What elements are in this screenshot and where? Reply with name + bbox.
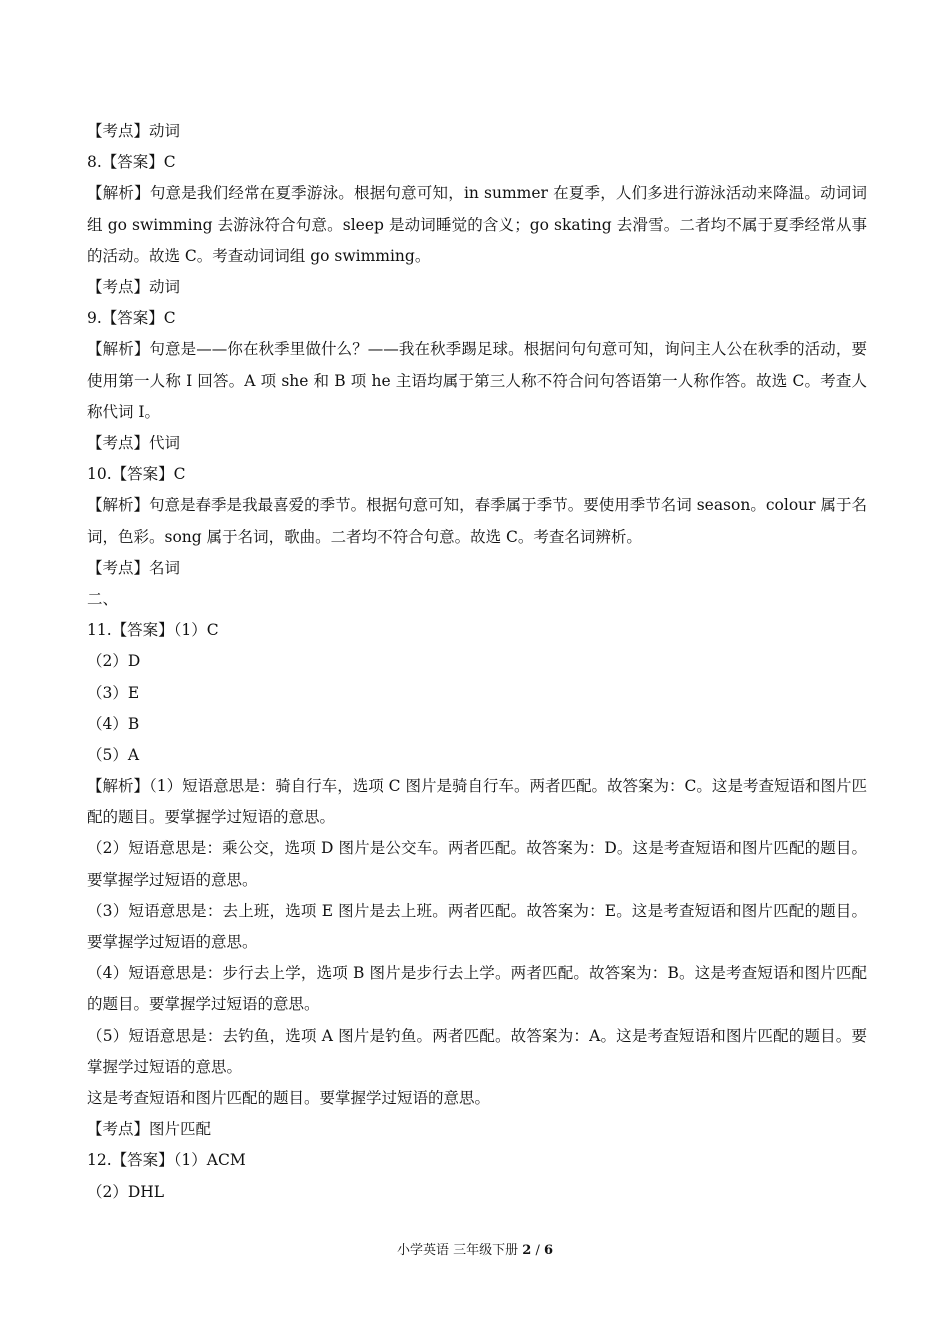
answer-subitem: （3）E [87,683,140,702]
page-total: 6 [543,1243,554,1258]
analysis-paragraph: （4）短语意思是：步行去上学，选项 B 图片是步行去上学。两者匹配。故答案为：B。这是考查短语和图片匹配的题目。要掌握学过短语的意思。 [87,964,867,1014]
analysis-summary: 这是考查短语和图片匹配的题目。要掌握学过短语的意思。 [87,1089,491,1108]
answer-subitem: （5）A [87,745,140,764]
answer-line: 8.【答案】C [87,153,176,172]
answer-subitem: （4）B [87,714,140,733]
kaodian-line: 【考点】图片匹配 [87,1120,212,1139]
kaodian-line: 【考点】动词 [87,122,181,140]
analysis-paragraph: （3）短语意思是：去上班，选项 E 图片是去上班。两者匹配。故答案为：E。这是考查短语和图片匹配的题目。要掌握学过短语的意思。 [87,901,867,952]
analysis-paragraph: 【解析】（1）短语意思是：骑自行车，选项 C 图片是骑自行车。两者匹配。故答案为：C。这是考查短语和图片匹配的题目。要掌握学过短语的意思。 [87,777,867,827]
analysis-paragraph: 【解析】句意是春季是我最喜爱的季节。根据句意可知，春季属于季节。要使用季节名词 season。colour 属于名词，色彩。song 属于名词，歌曲。二者均不符合句意。故选 C。考查名词辨析。 [87,496,867,546]
analysis-paragraph: （5）短语意思是：去钓鱼，选项 A 图片是钓鱼。两者匹配。故答案为：A。这是考查短语和图片匹配的题目。要掌握学过短语的意思。 [87,1026,867,1076]
kaodian-line: 【考点】代词 [87,433,181,452]
answer-line: 11.【答案】（1）C [87,621,219,640]
analysis-paragraph: （2）短语意思是：乘公交，选项 D 图片是公交车。两者匹配。故答案为：D。这是考查短语和图片匹配的题目。要掌握学过短语的意思。 [87,839,867,889]
answer-line: 10.【答案】C [87,465,186,484]
answer-line: 12.【答案】（1）ACM [87,1151,246,1170]
answer-subitem: （2）D [87,652,141,671]
page-separator: / [535,1243,540,1258]
answer-line: 9.【答案】C [87,309,176,328]
document-body [87,116,867,1208]
analysis-paragraph: 【解析】句意是——你在秋季里做什么？——我在秋季踢足球。根据问句句意可知，询问主人公在秋季的活动，要使用第一人称 I 回答。A 项 she 和 B 项 he 主语均属于第三人称不符合问句答语第一人称作答。故选 C。考查人称代词 I。 [87,340,867,421]
analysis-paragraph: 【解析】句意是我们经常在夏季游泳。根据句意可知，in summer 在夏季，人们多进行游泳活动来降温。动词词组 go swimming 去游泳符合句意。sleep 是动词睡觉的含义；go skating 去滑雪。二者均不属于夏季经常从事的活动。故选 C。考查动词词组 go swimming。 [87,184,867,265]
kaodian-line: 【考点】名词 [87,558,181,577]
answer-subitem: （2）DHL [87,1182,165,1201]
section-heading: 二、 [87,589,119,608]
footer-label: 小学英语 三年级下册 [396,1243,519,1258]
page-footer [0,1241,950,1261]
kaodian-line: 【考点】动词 [87,277,181,296]
page-number: 2 [522,1243,532,1258]
